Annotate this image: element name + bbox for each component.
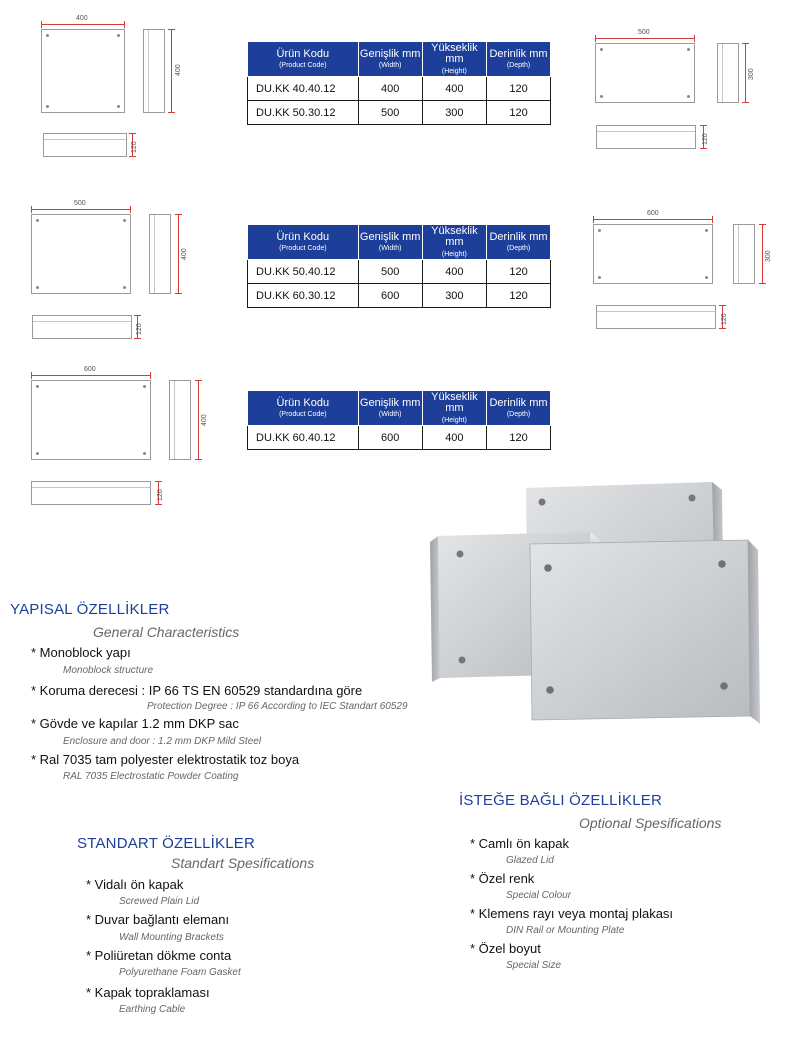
list-item-translation: Monoblock structure xyxy=(63,665,154,676)
cell-code: DU.KK 40.40.12 xyxy=(248,77,359,101)
cell-code: DU.KK 60.40.12 xyxy=(248,426,359,450)
list-item: * Özel boyut xyxy=(470,941,541,956)
list-item: * Klemens rayı veya montaj plakası xyxy=(470,906,674,921)
col-depth: Derinlik mm (Depth) xyxy=(487,225,551,260)
cell-height: 400 xyxy=(422,260,486,284)
list-item-translation: Screwed Plain Lid xyxy=(119,896,200,907)
col-height: Yükseklik mm (Height) xyxy=(422,391,486,426)
col-width: Genişlik mm (Width) xyxy=(358,225,422,260)
list-item: * Gövde ve kapılar 1.2 mm DKP sac xyxy=(31,716,239,731)
cell-depth: 120 xyxy=(487,426,551,450)
table-row xyxy=(248,77,551,101)
col-height: Yükseklik mm (Height) xyxy=(422,42,486,77)
table-row xyxy=(248,426,551,450)
cell-height: 400 xyxy=(422,77,486,101)
table-row xyxy=(248,260,551,284)
list-item: * Koruma derecesi : IP 66 TS EN 60529 standardına göre xyxy=(31,683,363,698)
general-title: YAPISAL ÖZELLİKLER xyxy=(10,601,170,618)
cell-depth: 120 xyxy=(487,101,551,125)
cell-width: 500 xyxy=(358,260,422,284)
list-item: * Duvar bağlantı elemanı xyxy=(86,912,230,927)
cell-height: 400 xyxy=(422,426,486,450)
cell-width: 600 xyxy=(358,426,422,450)
list-item: * Camlı ön kapak xyxy=(470,836,569,851)
cell-code: DU.KK 50.40.12 xyxy=(248,260,359,284)
col-product-code: Ürün Kodu (Product Code) xyxy=(248,42,359,77)
list-item-translation: DIN Rail or Mounting Plate xyxy=(506,925,625,936)
enclosure-front xyxy=(530,540,760,724)
general-subtitle: General Characteristics xyxy=(93,624,240,640)
col-width: Genişlik mm (Width) xyxy=(358,42,422,77)
list-item-translation: Enclosure and door : 1.2 mm DKP Mild Steel xyxy=(63,736,262,747)
list-item-translation: Special Colour xyxy=(506,890,572,901)
cell-depth: 120 xyxy=(487,284,551,308)
list-item: * Vidalı ön kapak xyxy=(86,877,184,892)
standard-subtitle: Standart Spesifications xyxy=(171,855,315,871)
col-depth: Derinlik mm (Depth) xyxy=(487,42,551,77)
list-item-translation: Wall Mounting Brackets xyxy=(119,932,224,943)
col-height: Yükseklik mm (Height) xyxy=(422,225,486,260)
list-item-translation: Glazed Lid xyxy=(506,855,554,866)
cell-width: 400 xyxy=(358,77,422,101)
cell-width: 600 xyxy=(358,284,422,308)
col-product-code: Ürün Kodu (Product Code) xyxy=(248,225,359,260)
list-item: * Poliüretan dökme conta xyxy=(86,948,232,963)
col-product-code: Ürün Kodu (Product Code) xyxy=(248,391,359,426)
cell-code: DU.KK 60.30.12 xyxy=(248,284,359,308)
optional-subtitle: Optional Spesifications xyxy=(579,815,722,831)
cell-width: 500 xyxy=(358,101,422,125)
table-row xyxy=(248,284,551,308)
list-item: * Monoblock yapı xyxy=(31,645,131,660)
list-item-translation: Earthing Cable xyxy=(119,1004,186,1015)
product-table xyxy=(247,224,551,308)
list-item: * Kapak topraklaması xyxy=(86,985,210,1000)
enclosure-product-photo xyxy=(430,478,770,738)
table-row xyxy=(248,101,551,125)
cell-depth: 120 xyxy=(487,77,551,101)
product-table xyxy=(247,390,551,450)
cell-code: DU.KK 50.30.12 xyxy=(248,101,359,125)
cell-height: 300 xyxy=(422,284,486,308)
col-width: Genişlik mm (Width) xyxy=(358,391,422,426)
cell-depth: 120 xyxy=(487,260,551,284)
standard-title: STANDART ÖZELLİKLER xyxy=(77,835,256,852)
list-item-translation: Polyurethane Foam Gasket xyxy=(119,967,241,978)
optional-title: İSTEĞE BAĞLI ÖZELLİKLER xyxy=(459,792,663,809)
list-item-translation: RAL 7035 Electrostatic Powder Coating xyxy=(63,771,239,782)
list-item: * Özel renk xyxy=(470,871,535,886)
product-table xyxy=(247,41,551,125)
list-item-translation: Special Size xyxy=(506,960,562,971)
col-depth: Derinlik mm (Depth) xyxy=(487,391,551,426)
list-item-translation: Protection Degree : IP 66 According to IEC Standart 60529 xyxy=(147,701,408,712)
cell-height: 300 xyxy=(422,101,486,125)
list-item: * Ral 7035 tam polyester elektrostatik toz boya xyxy=(31,752,300,767)
